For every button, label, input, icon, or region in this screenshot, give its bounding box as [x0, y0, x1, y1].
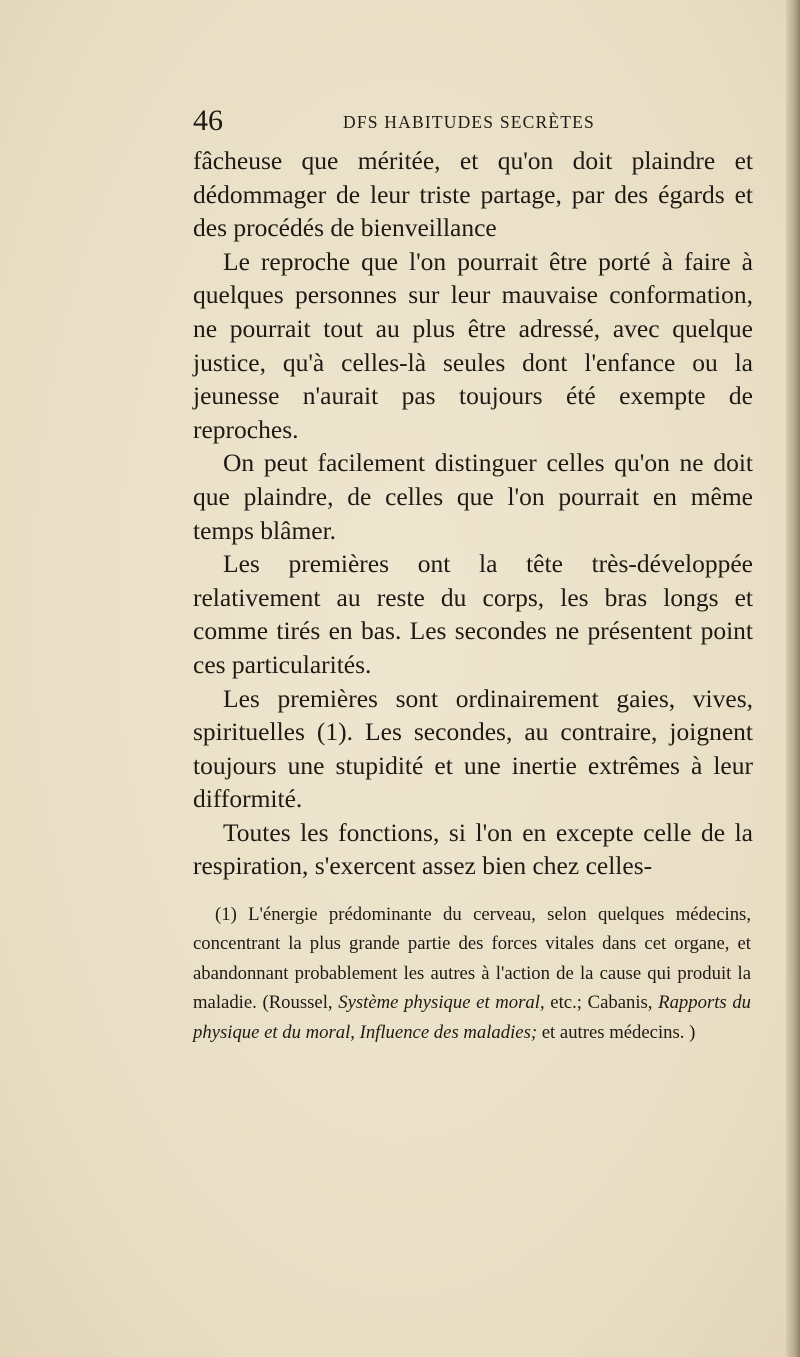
- page-edge: [786, 0, 800, 1357]
- running-title: DFS HABITUDES SECRÈTES: [343, 112, 595, 132]
- footnote-part: et autres médecins. ): [541, 1021, 696, 1043]
- paragraph: Les premières ont la tête très-développée relativement au reste du corps, les bras longs et comme tirés en bas. Les secondes ne présentent point ces particularités.: [193, 549, 753, 679]
- paragraph: On peut facilement distinguer celles qu'on ne doit que plaindre, de celles que l'on pourrait en même temps blâmer.: [193, 448, 753, 545]
- footnote-text: [193, 900, 751, 1047]
- page-header: [193, 103, 753, 143]
- footnote-title: Rapports du physique et du moral: [193, 992, 752, 1043]
- footnote-title: Influence des maladies;: [359, 1021, 538, 1043]
- footnote: [193, 900, 751, 1047]
- footnote-part: (1) L'énergie prédominante du cerveau, selon quelques médecins, concentrant la plus grande partie des forces vitales dans cet organe, et abandonnant probablement les autres à l'action de la cause qui produit la maladie. (Roussel,: [193, 904, 751, 1014]
- paragraph: fâcheuse que méritée, et qu'on doit plaindre et dédommager de leur triste partage, par des égards et des procédés de bienveillance: [193, 146, 753, 243]
- paragraph: Toutes les fonctions, si l'on en excepte celle de la respiration, s'exercent assez bien chez celles-: [193, 817, 753, 881]
- footnote-title: Système physique et moral: [338, 992, 540, 1014]
- footnote-part: ,: [350, 1021, 355, 1043]
- paragraph: Les premières sont ordinairement gaies, vives, spirituelles (1). Les secondes, au contraire, joignent toujours une stupidité et une inertie extrêmes à leur difformité.: [193, 683, 753, 814]
- footnote-part: , etc.; Cabanis,: [539, 992, 653, 1014]
- paragraph: Le reproche que l'on pourrait être porté à faire à quelques personnes sur leur mauvaise conformation, ne pourrait tout au plus être adressé, avec quelque justice, qu'à celles-là seules dont l'enfance ou la jeunesse n'aurait pas toujours été exempte de reproches.: [193, 246, 753, 444]
- main-text: [193, 144, 753, 883]
- page-number: 46: [193, 104, 223, 137]
